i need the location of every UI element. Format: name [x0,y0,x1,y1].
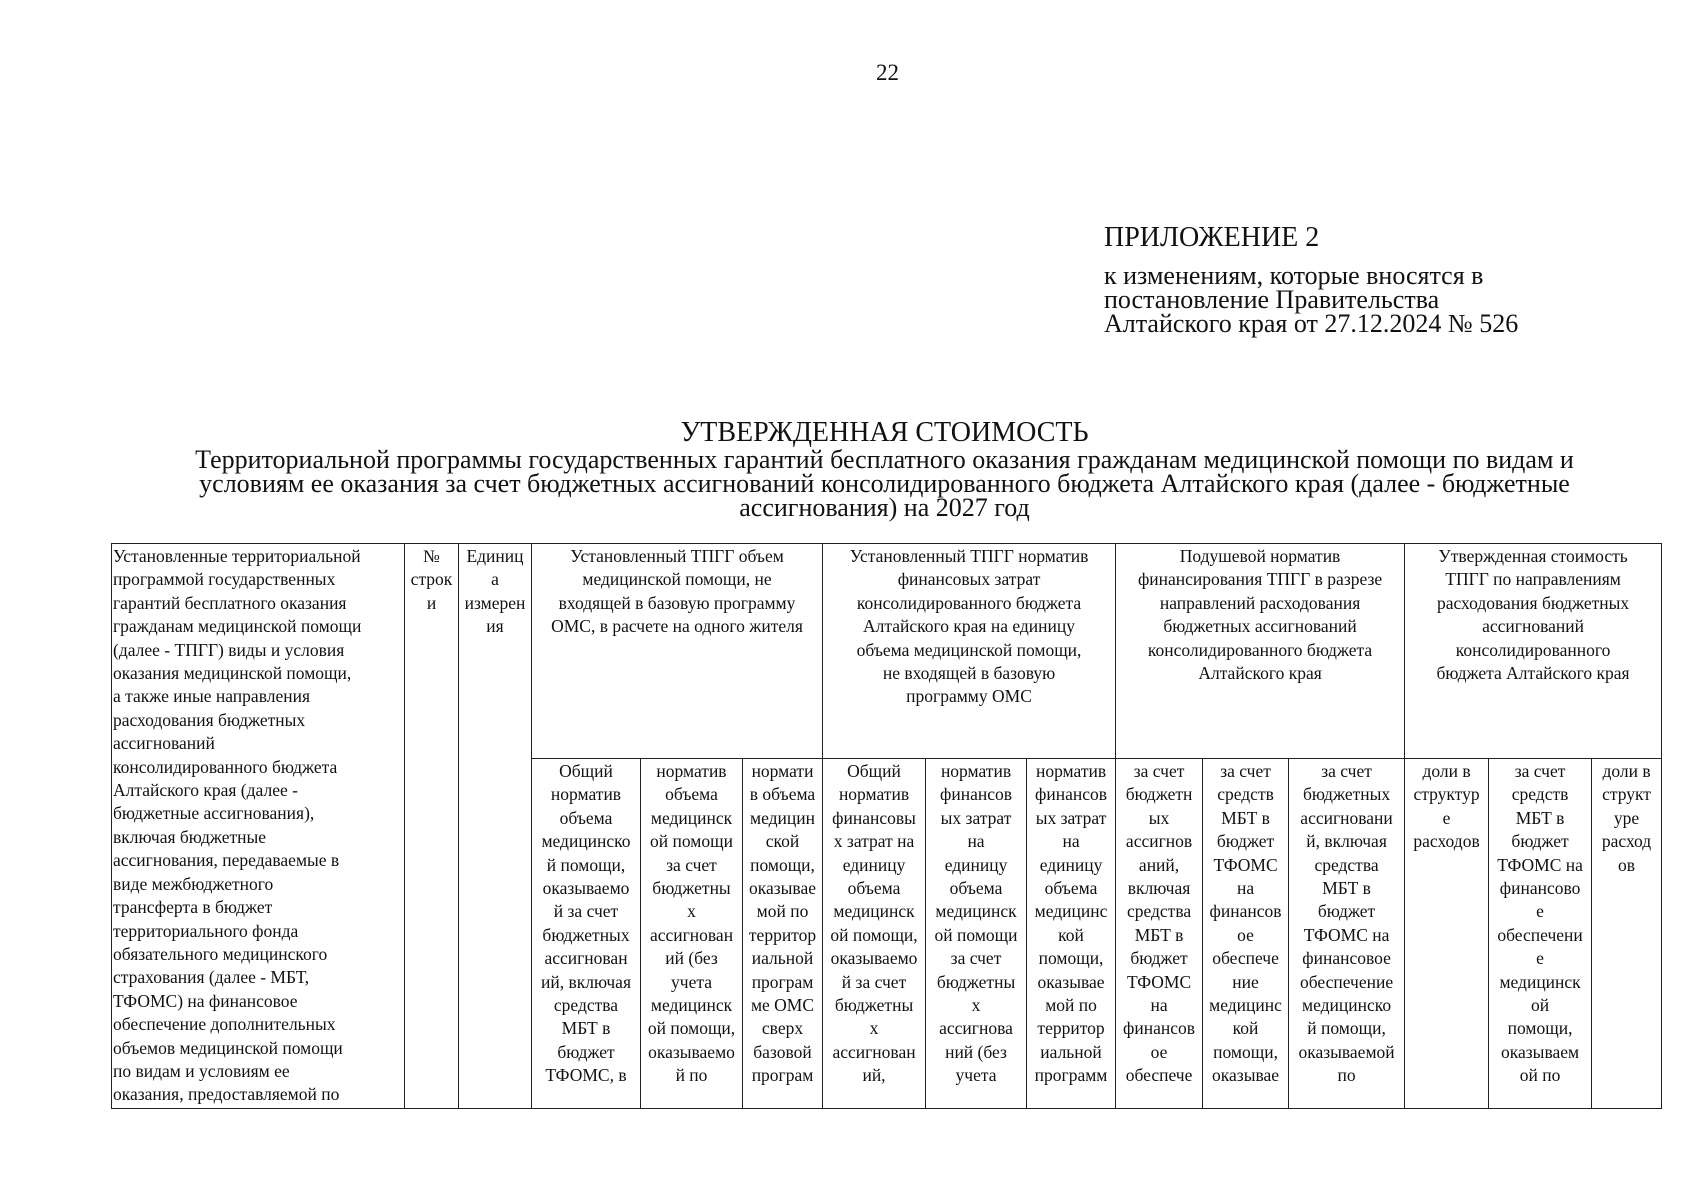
appendix-line: к изменениям, которые вносятся в [1104,261,1484,290]
subtitle-line: условиям ее оказания за счет бюджетных ассигнований консолидированного бюджета Алтайского края (далее - бюджетные [199,469,1570,498]
appendix-line: постановление Правительства [1104,285,1440,314]
appendix-line: Алтайского края от 27.12.2024 № 526 [1104,309,1519,338]
subheader-cell: за счет средств МБТ в бюджет ТФОМС на финансов ое обеспече ние медицинс кой помощи, оказывае [1203,759,1289,1109]
budget-table [111,543,1662,1109]
header-group-per-capita: Подушевой норматив финансирования ТПГГ в разрезе направлений расходования бюджетных ассигнований консолидированного бюджета Алтайского края [1116,544,1405,759]
subheader-cell: Общий норматив объема медицинско й помощи, оказываемо й за счет бюджетных ассигнован ий, включая средства МБТ в бюджет ТФОМС, в [532,759,641,1109]
subheader-cell: норматив финансов ых затрат на единицу объема медицинск ой помощи за счет бюджетны х ассигнова ний (без учета [926,759,1027,1109]
subheader-cell: доли в структур е расходов [1405,759,1489,1109]
header-group-volume: Установленный ТПГГ объем медицинской помощи, не входящей в базовую программу ОМС, в расчете на одного жителя [532,544,823,759]
subtitle-line: Территориальной программы государственных гарантий бесплатного оказания гражданам медицинской помощи по видам и [195,445,1574,474]
header-unit: Единиц а измерен ия [459,544,532,1109]
appendix-block [1104,222,1624,336]
subheader-cell: норматив финансов ых затрат на единицу объема медицинс кой помощи, оказывае мой по территор иальной программ [1027,759,1116,1109]
header-group-approved-cost: Утвержденная стоимость ТПГГ по направлениям расходования бюджетных ассигнований консолидированного бюджета Алтайского края [1405,544,1662,759]
subheader-cell: за счет бюджетных ассигновани й, включая средства МБТ в бюджет ТФОМС на финансовое обеспечение медицинско й помощи, оказываемой по [1289,759,1405,1109]
header-group-cost-standard: Установленный ТПГГ норматив финансовых затрат консолидированного бюджета Алтайского края на единицу объема медицинской помощи, не входящей в базовую программу ОМС [823,544,1116,759]
subheader-cell: нормати в объема медицин ской помощи, оказывае мой по территор иальной програм ме ОМС сверх базовой програм [743,759,823,1109]
subheader-cell: доли в структ уре расход ов [1592,759,1662,1109]
header-row-number: № строк и [405,544,459,1109]
subheader-cell: Общий норматив финансовы х затрат на единицу объема медицинск ой помощи, оказываемо й за счет бюджетны х ассигнован ий, [823,759,926,1109]
page-number: 22 [876,60,899,85]
subtitle-line: ассигнования) на 2027 год [739,493,1030,522]
appendix-reference [1104,261,1624,338]
table-header-row [112,544,1662,759]
document-title: УТВЕРЖДЕННАЯ СТОИМОСТЬ [680,417,1089,448]
appendix-title: ПРИЛОЖЕНИЕ 2 [1104,222,1320,253]
subheader-cell: за счет средств МБТ в бюджет ТФОМС на финансово е обеспечени е медицинск ой помощи, оказываем ой по [1489,759,1592,1109]
document-heading [112,418,1657,520]
header-service-types: Установленные территориальной программой государственных гарантий бесплатного оказания гражданам медицинской помощи (далее - ТПГГ) виды и условия оказания медицинской помощи, а также иные направления расходования бюджетных ассигнований консолидированного бюджета Алтайского края (далее - бюджетные ассигнования), включая бюджетные ассигнования, передаваемые в виде межбюджетного трансферта в бюджет территориального фонда обязательного медицинского страхования (далее - МБТ, ТФОМС) на финансовое обеспечение дополнительных объемов медицинской помощи по видам и условиям ее оказания, предоставляемой по [112,544,405,1109]
document-subtitle [112,445,1657,522]
subheader-cell: за счет бюджетн ых ассигнов аний, включая средства МБТ в бюджет ТФОМС на финансов ое обеспече [1116,759,1203,1109]
subheader-cell: норматив объема медицинск ой помощи за счет бюджетны х ассигнован ий (без учета медицинск ой помощи, оказываемо й по [641,759,743,1109]
